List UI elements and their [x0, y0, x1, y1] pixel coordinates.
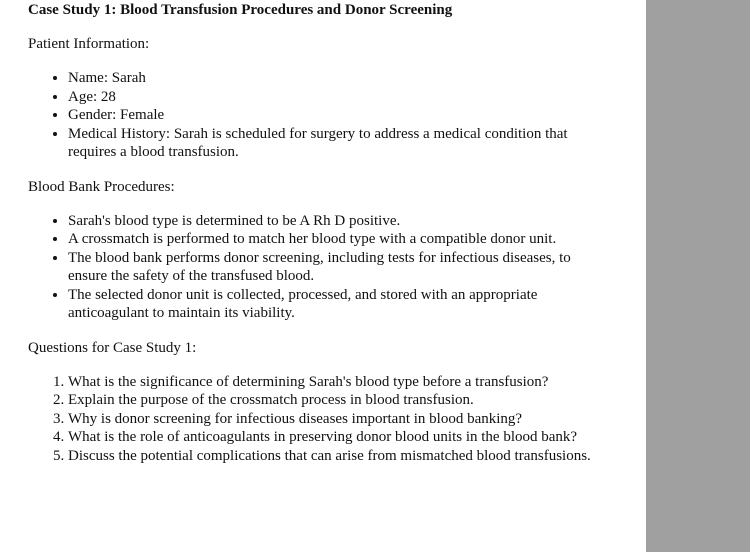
question-item: 4. What is the role of anticoagulants in preserving donor blood units in the blood bank?	[68, 428, 598, 447]
document-title: Case Study 1: Blood Transfusion Procedures and Donor Screening	[28, 2, 453, 18]
patient-info-list	[28, 69, 568, 162]
blood-bank-item: • The selected donor unit is collected, processed, and stored with an appropriate anticoagulant to maintain its viability.	[68, 286, 608, 323]
blood-bank-item: • The blood bank performs donor screening, including tests for infectious diseases, to ensure the safety of the transfused blood.	[68, 249, 608, 286]
question-item: 2. Explain the purpose of the crossmatch process in blood transfusion.	[68, 391, 598, 410]
document-content	[28, 0, 591, 465]
patient-info-item: • Gender: Female	[68, 106, 568, 125]
blood-bank-heading: Blood Bank Procedures:	[28, 178, 175, 195]
question-item: 5. Discuss the potential complications that can arise from mismatched blood transfusions.	[68, 447, 598, 466]
questions-heading: Questions for Case Study 1:	[28, 339, 197, 356]
blood-bank-item: • Sarah's blood type is determined to be A Rh D positive.	[68, 212, 608, 231]
blood-bank-list	[28, 212, 608, 323]
questions-list	[28, 373, 598, 466]
gray-side-panel	[646, 0, 750, 552]
patient-info-item: • Name: Sarah	[68, 69, 568, 88]
question-item: 3. Why is donor screening for infectious diseases important in blood banking?	[68, 410, 598, 429]
blood-bank-item: • A crossmatch is performed to match her blood type with a compatible donor unit.	[68, 230, 608, 249]
patient-info-item: • Age: 28	[68, 88, 568, 107]
patient-info-item: • Medical History: Sarah is scheduled for surgery to address a medical condition that requires a blood transfusion.	[68, 125, 568, 162]
question-item: 1. What is the significance of determining Sarah's blood type before a transfusion?	[68, 373, 598, 392]
patient-info-heading: Patient Information:	[28, 36, 150, 52]
